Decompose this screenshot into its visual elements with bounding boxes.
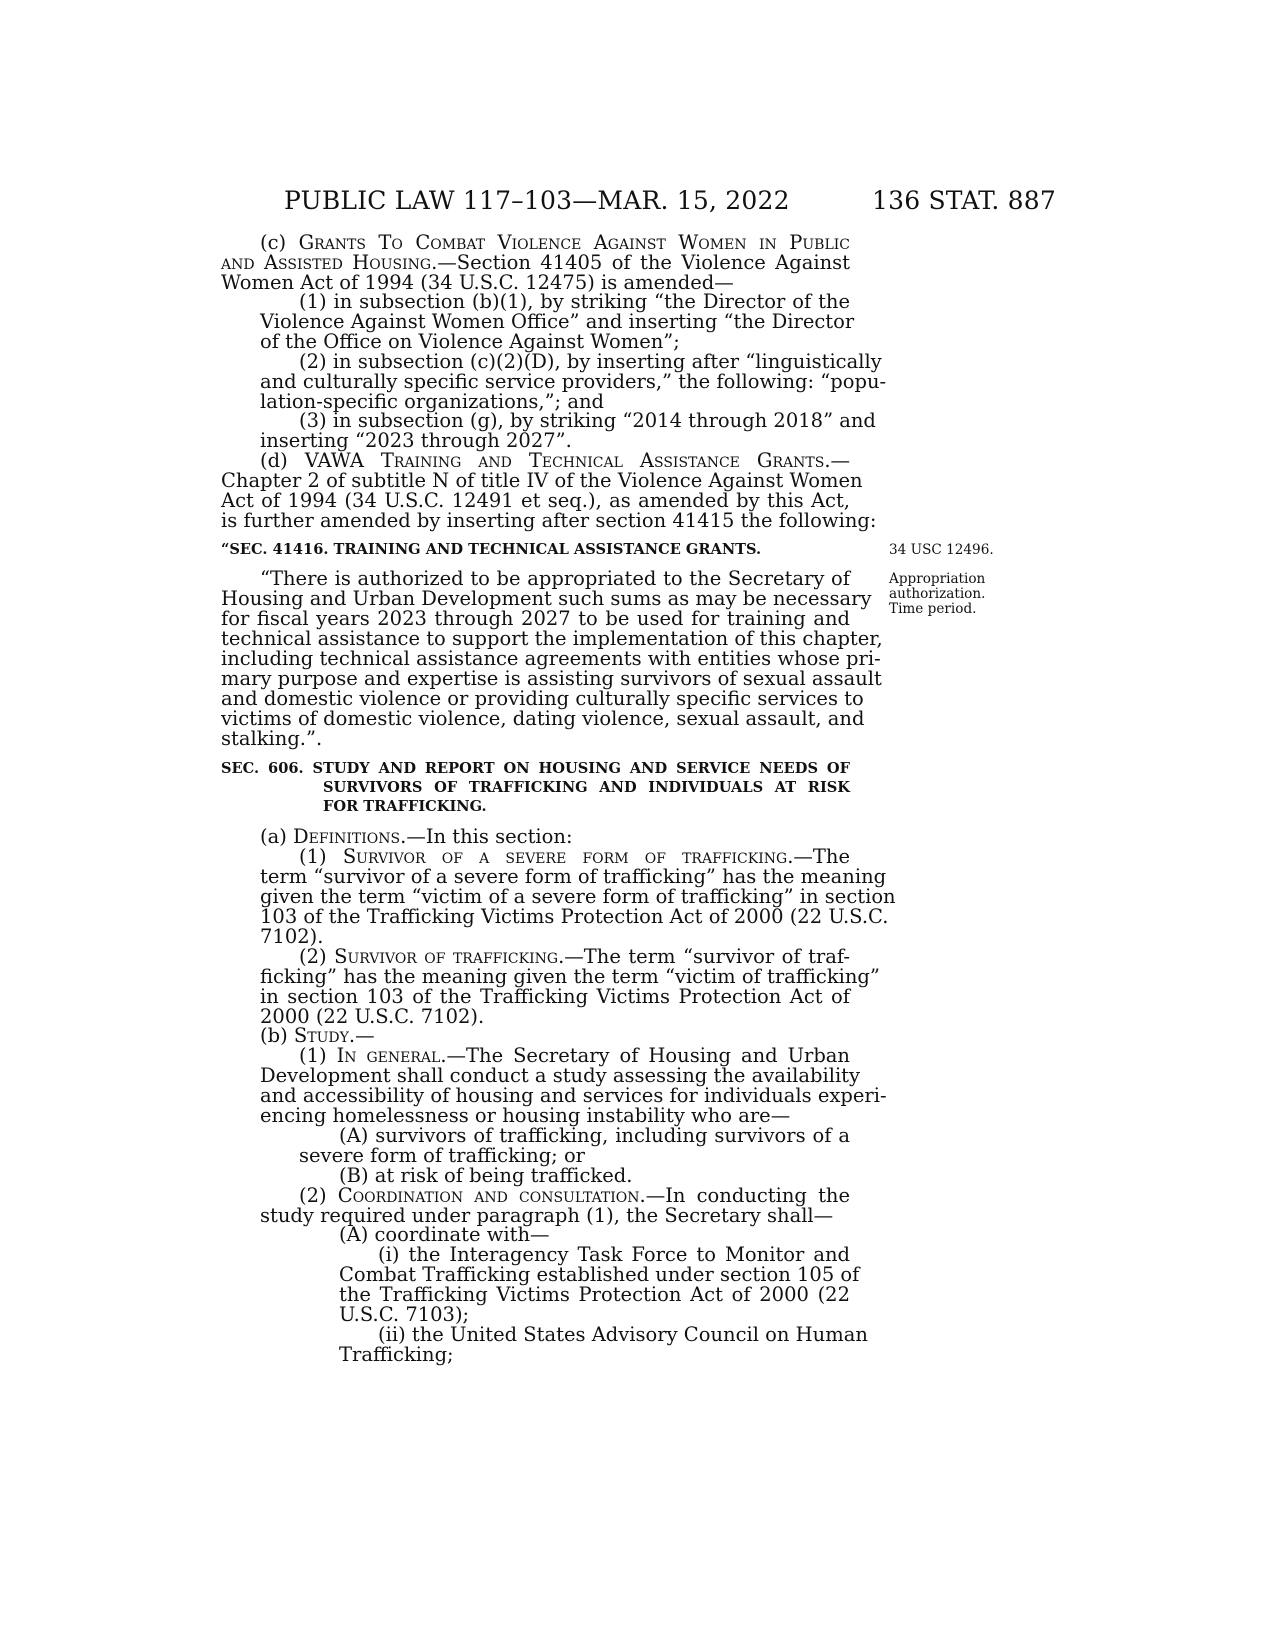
text-line: 2000 (22 U.S.C. 7102). [260,1005,485,1028]
text-line: Act of 1994 (34 U.S.C. 12491 et seq.), as amended by this Act, [221,489,850,512]
text-line: (d) VAWA Training and Technical Assistance Grants.— [260,449,851,472]
text-line: and Assisted Housing.—Section 41405 of the Violence Against [221,251,850,274]
margin-note-time-period: Time period. [889,601,977,617]
section-heading-606-line2: SURVIVORS OF TRAFFICKING AND INDIVIDUALS AT RISK [323,779,850,796]
text-line: given the term “victim of a severe form of trafficking” in section [260,885,896,908]
text-line: is further amended by inserting after section 41415 the following: [221,509,877,532]
text-line: (i) the Interagency Task Force to Monitor and [378,1243,850,1266]
text-line: (a) Definitions.—In this section: [260,825,573,848]
text-line: Combat Trafficking established under section 105 of [339,1263,860,1286]
text-line: U.S.C. 7103); [339,1303,470,1326]
text-line: (1) Survivor of a severe form of trafficking.—The [299,845,850,868]
text-line: (A) survivors of trafficking, including survivors of a [339,1124,850,1147]
text-line: Chapter 2 of subtitle N of title IV of the Violence Against Women [221,469,863,492]
text-line: term “survivor of a severe form of trafficking” has the meaning [260,865,887,888]
text-line: (1) In general.—The Secretary of Housing and Urban [299,1044,850,1067]
text-line: (2) Coordination and consultation.—In conducting the [299,1184,850,1207]
text-line: inserting “2023 through 2027”. [260,429,572,452]
text-line: (A) coordinate with— [339,1223,550,1246]
text-line: in section 103 of the Trafficking Victims Protection Act of [260,985,850,1008]
section-heading-41416: “SEC. 41416. TRAINING AND TECHNICAL ASSISTANCE GRANTS. [221,541,762,558]
text-line: Housing and Urban Development such sums as may be necessary [221,587,872,610]
text-line: Women Act of 1994 (34 U.S.C. 12475) is amended— [221,271,734,294]
text-line: and domestic violence or providing culturally specific services to [221,687,864,710]
text-line: (c) Grants To Combat Violence Against Women in Public [260,231,850,254]
text-line: Trafficking; [339,1343,454,1366]
text-line: Development shall conduct a study assessing the availability [260,1064,861,1087]
text-line: study required under paragraph (1), the Secretary shall— [260,1204,834,1227]
text-line: (2) in subsection (c)(2)(D), by inserting after “linguistically [299,350,882,373]
text-line: (ii) the United States Advisory Council on Human [378,1323,868,1346]
text-line: severe form of trafficking; or [299,1144,586,1167]
text-line: (b) Study.— [260,1024,375,1047]
margin-note-appropriation: Appropriation [889,571,986,587]
margin-note-authorization: authorization. [889,586,986,602]
text-line: victims of domestic violence, dating violence, sexual assault, and [221,707,865,730]
text-line: of the Office on Violence Against Women”; [260,330,680,353]
running-header-title: PUBLIC LAW 117–103—MAR. 15, 2022 [284,186,790,215]
text-line: mary purpose and expertise is assisting survivors of sexual assault [221,667,882,690]
text-line: encing homelessness or housing instability who are— [260,1104,791,1127]
section-heading-606: SEC. 606. STUDY AND REPORT ON HOUSING AND SERVICE NEEDS OF [221,760,850,777]
text-line: including technical assistance agreements with entities whose pri- [221,647,881,670]
text-line: stalking.”. [221,727,323,750]
text-line: ficking” has the meaning given the term “victim of trafficking” [260,965,880,988]
text-line: (2) Survivor of trafficking.—The term “survivor of traf- [299,945,850,968]
text-line: 7102). [260,925,324,948]
text-line: (3) in subsection (g), by striking “2014 through 2018” and [299,409,876,432]
text-line: Violence Against Women Office” and inserting “the Director [260,310,855,333]
text-line: lation-specific organizations,”; and [260,390,604,413]
text-line: “There is authorized to be appropriated to the Secretary of [260,567,850,590]
running-header-page-number: 136 STAT. 887 [872,186,1056,215]
text-line: and accessibility of housing and services for individuals experi- [260,1084,887,1107]
text-line: for fiscal years 2023 through 2027 to be used for training and [221,607,850,630]
text-line: (1) in subsection (b)(1), by striking “the Director of the [299,290,850,313]
text-line: and culturally specific service providers,” the following: “popu- [260,370,887,393]
section-heading-606-line3: FOR TRAFFICKING. [323,798,487,815]
text-line: (B) at risk of being trafficked. [339,1164,633,1187]
text-line: 103 of the Trafficking Victims Protection Act of 2000 (22 U.S.C. [260,905,889,928]
margin-note-usc-cite: 34 USC 12496. [889,542,994,558]
text-line: the Trafficking Victims Protection Act of 2000 (22 [339,1283,850,1306]
text-line: technical assistance to support the implementation of this chapter, [221,627,883,650]
